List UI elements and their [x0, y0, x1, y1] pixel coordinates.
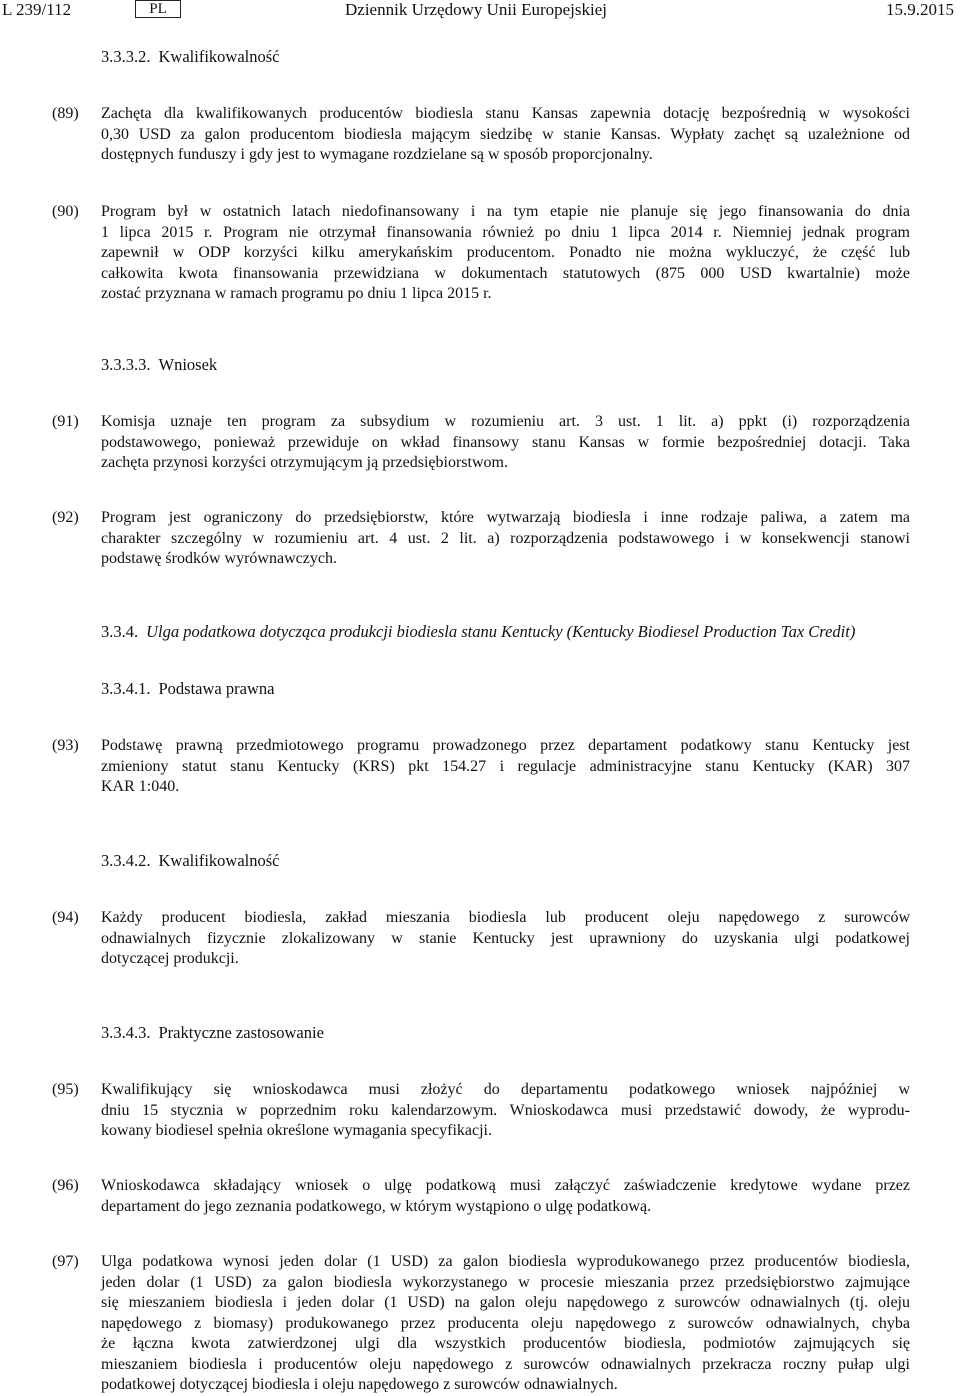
section-title: Podstawa prawna — [158, 679, 275, 698]
paragraph-text — [101, 1252, 910, 1396]
paragraph-text — [101, 1080, 910, 1142]
text-line: Program jest ograniczony do przedsiębiorstw, które wytwarzają biodiesla i inne rodzaje paliwa, a zatem ma — [101, 509, 910, 526]
text-line: podstawę środków wyrównawczych. — [101, 550, 337, 567]
publication-date: 15.9.2015 — [886, 0, 954, 19]
text-line: Zachęta dla kwalifikowanych producentów biodiesla stanu Kansas zapewnia dotację bezpośrednią w wysokości — [101, 105, 910, 122]
text-line: zapewnił w ODP korzyści kilku amerykańskim producentom. Ponadto nie można wykluczyć, że część lub — [101, 244, 910, 261]
section-heading — [101, 47, 279, 67]
section-number: 3.3.3.3. — [101, 355, 151, 374]
text-line: dostępnych funduszy i gdy jest to wymagane rozdzielane są w sposób proporcjonalny. — [101, 146, 653, 163]
paragraph-text — [101, 736, 910, 798]
text-line: zachęta przynosi korzyści otrzymującym ją przedsiębiorstwom. — [101, 454, 508, 471]
text-line: mieszaniem biodiesla i producentów oleju napędowego z surowców odnawialnych przekracza roczny pułap ulgi — [101, 1355, 910, 1373]
journal-title: Dziennik Urzędowy Unii Europejskiej — [345, 0, 608, 19]
section-heading — [101, 622, 855, 642]
section-number: 3.3.4.3. — [101, 1023, 151, 1042]
section-title: Praktyczne zastosowanie — [158, 1023, 324, 1042]
paragraph-text — [101, 412, 910, 474]
section-title: Ulga podatkowa dotycząca produkcji biodiesla stanu Kentucky (Kentucky Biodiesel Production Tax Credit) — [146, 622, 856, 641]
text-line: że łączna kwota zatwierdzonej ulgi dla wszystkich producentów biodiesla, podmiotów zajmujących się — [101, 1335, 910, 1352]
page-header — [0, 0, 960, 22]
section-number: 3.3.4. — [101, 622, 139, 641]
paragraph-number: (97) — [52, 1253, 79, 1270]
text-line: Komisja uznaje ten program za subsydium w rozumieniu art. 3 ust. 1 lit. a) ppkt (i) rozporządzenia — [101, 413, 910, 430]
paragraph-number: (91) — [52, 413, 79, 430]
paragraph-text — [101, 1176, 910, 1217]
paragraph-text — [101, 104, 910, 166]
text-line: Kwalifikujący się wnioskodawca musi złożyć do departamentu podatkowego wniosek najpóźniej w — [101, 1081, 910, 1098]
text-line: 0,30 USD za galon producentom biodiesla mającym siedzibę w stanie Kansas. Wypłaty zachęt są uzależnione od — [101, 125, 910, 143]
text-line: Każdy producent biodiesla, zakład mieszania biodiesla lub producent oleju napędowego z surowców — [101, 909, 910, 926]
paragraph-number: (94) — [52, 909, 79, 926]
text-line: Wnioskodawca składający wniosek o ulgę podatkową musi załączyć zaświadczenie kredytowe wydane przez — [101, 1177, 910, 1194]
text-line: kowany biodiesel spełnia określone wymagania specyfikacji. — [101, 1122, 492, 1139]
paragraph-number: (92) — [52, 509, 79, 526]
text-line: KAR 1:040. — [101, 778, 180, 795]
section-heading — [101, 679, 274, 699]
section-number: 3.3.4.1. — [101, 679, 151, 698]
text-line: odnawialnych fizycznie zlokalizowany w stanie Kentucky jest uprawniony do uzyskania ulgi podatkowej — [101, 929, 910, 947]
text-line: dotyczącej produkcji. — [101, 950, 239, 967]
text-line: podatkowej dotyczącej biodiesla i oleju napędowego z surowców odnawialnych. — [101, 1376, 618, 1393]
section-title: Kwalifikowalność — [158, 851, 280, 870]
text-line: całkowita kwota finansowania przewidziana w dokumentach statutowych (875 000 USD kwartalnie) może — [101, 264, 910, 282]
paragraph-number: (90) — [52, 203, 79, 220]
text-line: zmieniony statut stanu Kentucky (KRS) pkt 154.27 i regulacje administracyjne stanu Kentucky (KAR) 307 — [101, 757, 910, 775]
text-line: Ulga podatkowa wynosi jeden dolar (1 USD) za galon biodiesla wyprodukowanego przez producentów biodiesla, — [101, 1253, 910, 1270]
text-line: podstawowego, ponieważ przewiduje on wkład finansowy stanu Kansas w formie bezpośredniej dotacji. Taka — [101, 433, 910, 451]
section-heading — [101, 851, 279, 871]
paragraph-text — [101, 202, 910, 305]
text-line: napędowego z biomasy) produkowanego przez producenta oleju napędowego z surowców odnawialnych, chyba — [101, 1314, 910, 1332]
text-line: jeden dolar (1 USD) za galon biodiesla wykorzystanego w procesie mieszania przez przedsiębiorstwo zajmujące — [101, 1273, 910, 1291]
section-number: 3.3.3.2. — [101, 47, 151, 66]
paragraph-number: (89) — [52, 105, 79, 122]
text-line: Program był w ostatnich latach niedofinansowany i na tym etapie nie planuje się jego finansowania do dnia — [101, 203, 910, 220]
section-number: 3.3.4.2. — [101, 851, 151, 870]
paragraph-number: (96) — [52, 1177, 79, 1194]
paragraph-number: (93) — [52, 737, 79, 754]
section-title: Kwalifikowalność — [158, 47, 280, 66]
text-line: 1 lipca 2015 r. Program nie otrzymał finansowania również po dniu 1 lipca 2014 r. Niemniej jednak program — [101, 223, 910, 241]
section-heading — [101, 1023, 324, 1043]
language-box: PL — [135, 0, 181, 18]
paragraph-text — [101, 908, 910, 970]
paragraph-number: (95) — [52, 1081, 79, 1098]
text-line: departament do jego zeznania podatkowego, w którym wystąpiono o ulgę podatkową. — [101, 1197, 652, 1215]
page-reference: L 239/112 — [2, 0, 72, 19]
section-heading — [101, 355, 217, 375]
text-line: Podstawę prawną przedmiotowego programu prowadzonego przez departament podatkowy stanu Kentucky jest — [101, 737, 910, 754]
paragraph-text — [101, 508, 910, 570]
text-line: dniu 15 stycznia w poprzednim roku kalendarzowym. Wnioskodawca musi przedstawić dowody, że wyprodu- — [101, 1101, 910, 1119]
text-line: charakter szczególny w rozumieniu art. 4 ust. 2 lit. a) rozporządzenia podstawowego i w konsekwencji stanowi — [101, 529, 910, 547]
text-line: się mieszaniem biodiesla i jeden dolar (1 USD) na galon oleju napędowego z surowców odnawialnych (tj. oleju — [101, 1294, 910, 1311]
section-title: Wniosek — [158, 355, 218, 374]
text-line: zostać przyznana w ramach programu po dniu 1 lipca 2015 r. — [101, 285, 492, 302]
